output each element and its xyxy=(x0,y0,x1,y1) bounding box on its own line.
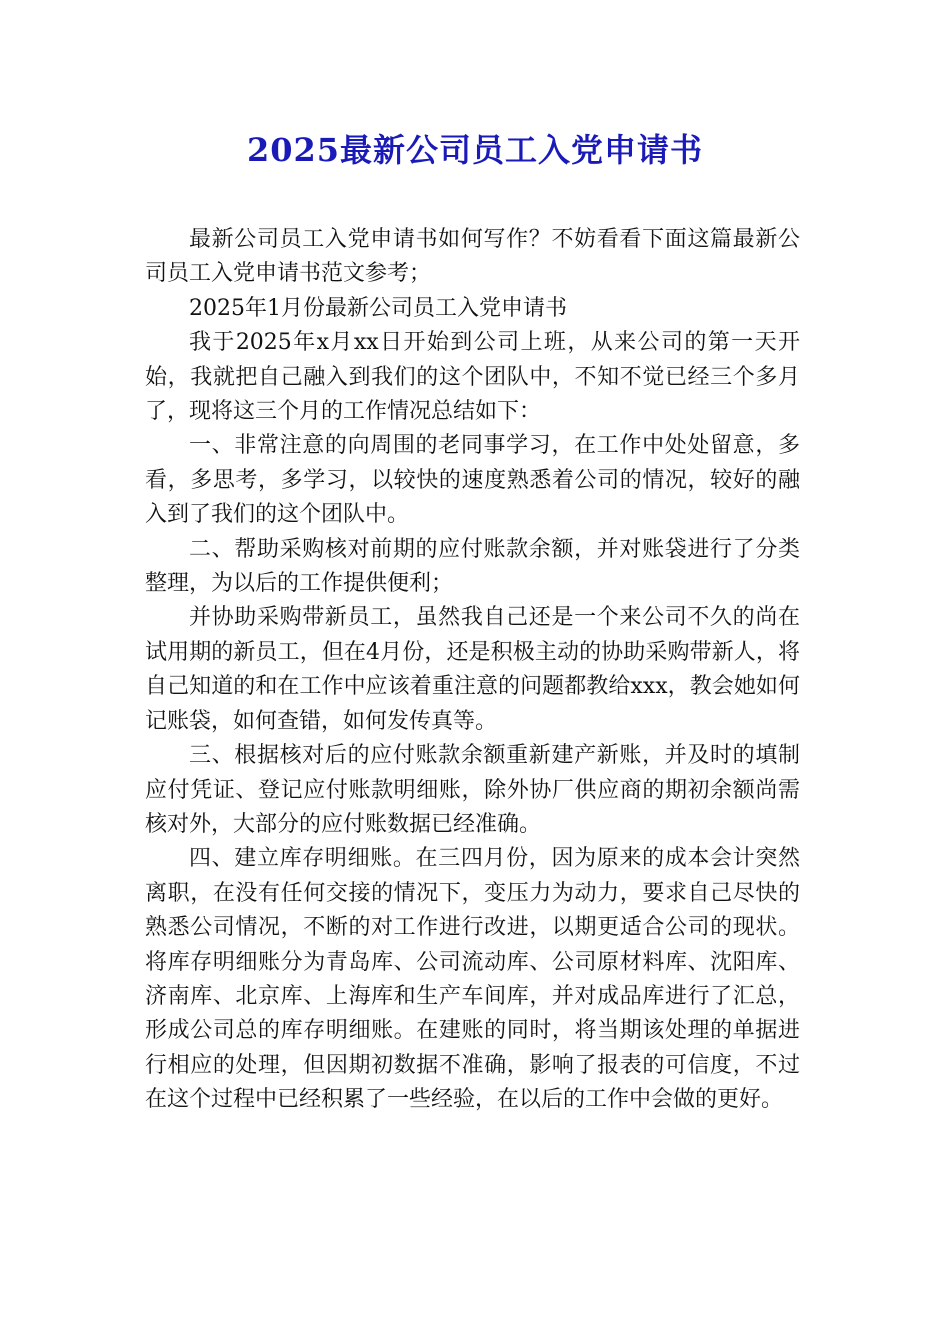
document-title: 2025最新公司员工入党申请书 xyxy=(246,131,704,169)
paragraph-item-2: 二、帮助采购核对前期的应付账款余额，并对账袋进行了分类整理，为以后的工作提供便利； xyxy=(145,536,800,597)
paragraph-item-3: 三、根据核对后的应付账款余额重新建产新账，并及时的填制应付凭证、登记应付账款明细账，除外协厂供应商的期初余额尚需核对外，大部分的应付账数据已经准确。 xyxy=(145,743,800,837)
document-body xyxy=(145,223,800,1118)
paragraph-intro: 最新公司员工入党申请书如何写作？不妨看看下面这篇最新公司员工入党申请书范文参考； xyxy=(145,227,800,287)
paragraph-subtitle: 2025年1月份最新公司员工入党申请书 xyxy=(189,295,567,321)
paragraph-opening: 我于2025年x月xx日开始到公司上班，从来公司的第一天开始，我就把自己融入到我们的这个团队中，不知不觉已经三个多月了，现将这三个月的工作情况总结如下： xyxy=(145,330,800,425)
paragraph-item-1: 一、非常注意的向周围的老同事学习，在工作中处处留意，多看，多思考，多学习，以较快的速度熟悉着公司的情况，较好的融入到了我们的这个团队中。 xyxy=(145,433,800,528)
paragraph-item-4: 四、建立库存明细账。在三四月份，因为原来的成本会计突然离职，在没有任何交接的情况下，变压力为动力，要求自己尽快的熟悉公司情况，不断的对工作进行改进，以期更适合公司的现状。将库存明细账分为青岛库、公司流动库、公司原材料库、沈阳库、济南库、北京库、上海库和生产车间库，并对成品库进行了汇总，形成公司总的库存明细账。在建账的同时，将当期该处理的单据进行相应的处理，但因期初数据不准确，影响了报表的可信度，不过在这个过程中已经积累了一些经验，在以后的工作中会做的更好。 xyxy=(145,846,800,1113)
paragraph-item-2-continued: 并协助采购带新员工，虽然我自己还是一个来公司不久的尚在试用期的新员工，但在4月份，还是积极主动的协助采购带新人，将自己知道的和在工作中应该着重注意的问题都教给xxx，教会她如何记账袋，如何查错，如何发传真等。 xyxy=(145,605,800,734)
